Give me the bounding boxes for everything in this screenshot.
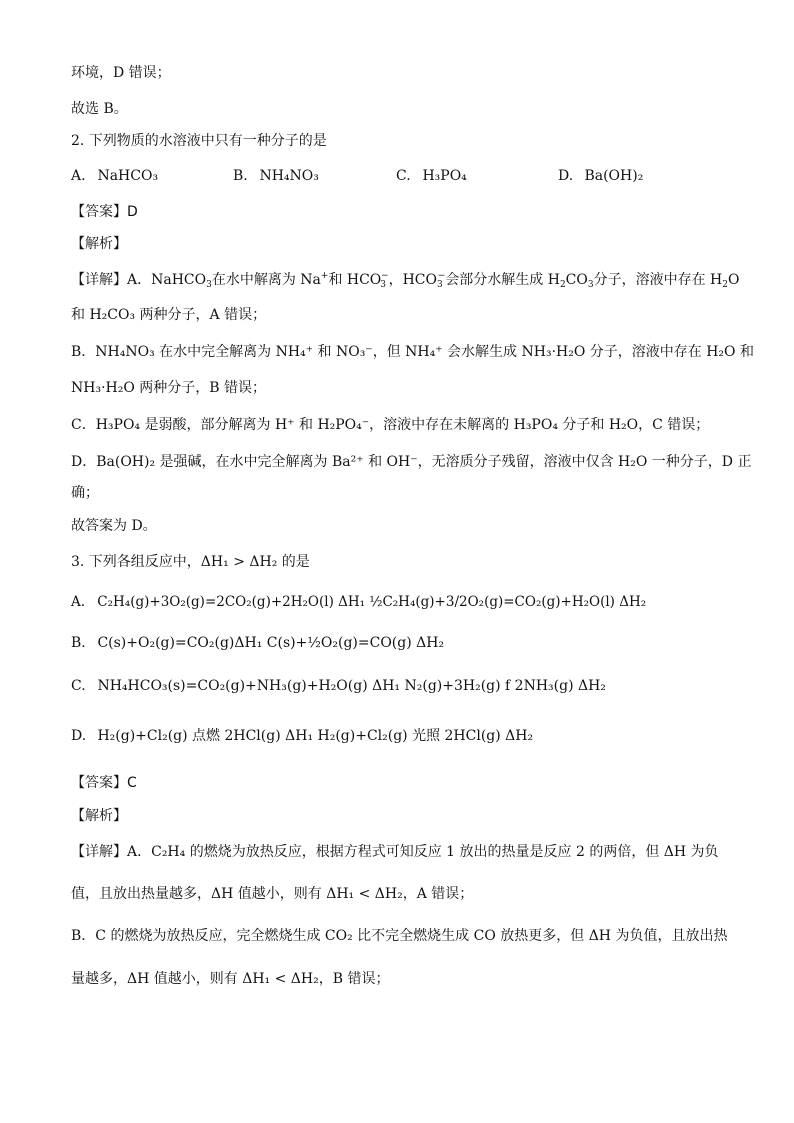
explanation-line: 值，且放出热量越多，ΔH 值越小，则有 ΔH₁ < ΔH₂，A 错误； (71, 886, 474, 902)
text-segment: 分子，溶液中存在 H (593, 272, 723, 288)
option-text: H₂(g)+Cl₂(g) 点燃 2HCl(g) ΔH₁ H₂(g)+Cl₂(g) 光照 2HCl(g) ΔH₂ (97, 728, 534, 744)
explanation-line: B．NH₄NO₃ 在水中完全解离为 NH₄⁺ 和 NO₃⁻，但 NH₄⁺ 会水解生成 NH₃·H₂O 分子，溶液中存在 H₂O 和 (71, 344, 754, 360)
text-line: 故选 B。 (71, 101, 128, 117)
option-label: D. (558, 168, 574, 184)
q2-option-a (71, 166, 158, 186)
option-label: C. (396, 168, 411, 184)
explanation-line: 和 H₂CO₃ 两种分子，A 错误； (71, 307, 267, 323)
q2-option-b (233, 166, 319, 186)
option-label: A. (71, 168, 86, 184)
explanation-line: C．H₃PO₄ 是弱酸，部分解离为 H⁺ 和 H₂PO₄⁻，溶液中存在未解离的 H₃PO₄ 分子和 H₂O，C 错误； (71, 417, 710, 433)
option-text: Ba(OH)₂ (584, 168, 644, 184)
explanation-line: B．C 的燃烧为放热反应，完全燃烧生成 CO₂ 比不完全燃烧生成 CO 放热更多，但 ΔH 为负值，且放出热 (71, 928, 728, 944)
q3-option-b (71, 633, 444, 653)
option-label: B. (71, 635, 86, 651)
explanation-line: 确； (71, 485, 99, 501)
option-text: NH₄NO₃ (259, 168, 319, 184)
text-segment: CO (565, 272, 588, 288)
explanation-line: D．Ba(OH)₂ 是强碱，在水中完全解离为 Ba²⁺ 和 OH⁻，无溶质分子残留，溶液中仅含 H₂O 一种分子，D 正 (71, 454, 752, 470)
explanation-line: 【详解】A．NaHCO$_3$在水中解离为 Na+和 $HCO_3^-$，$HCO_3^-$会部分水解生成 $H_2CO_3$分子，溶液中存在 $H_2O$ (71, 271, 740, 290)
option-label: D. (71, 728, 87, 744)
explanation-line: 量越多，ΔH 值越小，则有 ΔH₁ < ΔH₂，B 错误； (71, 971, 390, 987)
explanation-line: 【详解】A．C₂H₄ 的燃烧为放热反应，根据方程式可知反应 1 放出的热量是反应 2 的两倍，但 ΔH 为负 (71, 844, 719, 860)
text-segment: 和 HCO (328, 272, 382, 288)
q2-option-c (396, 166, 467, 186)
text-segment: O (728, 272, 740, 288)
question-2-stem: 2. 下列物质的水溶液中只有一种分子的是 (71, 133, 327, 149)
text-segment: ，HCO (388, 272, 437, 288)
answer-tag: 【答案】C (71, 775, 137, 791)
option-text: C₂H₄(g)+3O₂(g)=2CO₂(g)+2H₂O(l) ΔH₁ ½C₂H₄(g)+3/2O₂(g)=CO₂(g)+H₂O(l) ΔH₂ (97, 594, 647, 610)
q3-option-a (71, 592, 646, 612)
option-text: H₃PO₄ (422, 168, 467, 184)
q3-option-d (71, 726, 533, 746)
text-segment: 会部分水解生成 H (445, 272, 560, 288)
analysis-tag: 【解析】 (71, 808, 127, 824)
option-text: NaHCO₃ (97, 168, 159, 184)
option-label: B. (233, 168, 248, 184)
answer-tag: 【答案】D (71, 204, 138, 220)
text-segment: 在水中解离为 Na (211, 272, 321, 288)
option-label: A. (71, 594, 86, 610)
q3-option-c (71, 676, 606, 696)
option-text: NH₄HCO₃(s)=CO₂(g)+NH₃(g)+H₂O(g) ΔH₁ N₂(g)+3H₂(g) f 2NH₃(g) ΔH₂ (97, 678, 606, 694)
option-text: C(s)+O₂(g)=CO₂(g)ΔH₁ C(s)+½O₂(g)=CO(g) ΔH₂ (97, 635, 445, 651)
analysis-tag: 【解析】 (71, 236, 127, 252)
explanation-line: 故答案为 D。 (71, 518, 157, 534)
explanation-line: NH₃·H₂O 两种分子，B 错误； (71, 380, 267, 396)
question-3-stem: 3. 下列各组反应中，ΔH₁ > ΔH₂ 的是 (71, 554, 310, 570)
text-segment: 【详解】A．NaHCO (71, 272, 207, 288)
text-line: 环境，D 错误； (71, 65, 171, 81)
option-label: C. (71, 678, 86, 694)
q2-option-d (558, 166, 643, 186)
